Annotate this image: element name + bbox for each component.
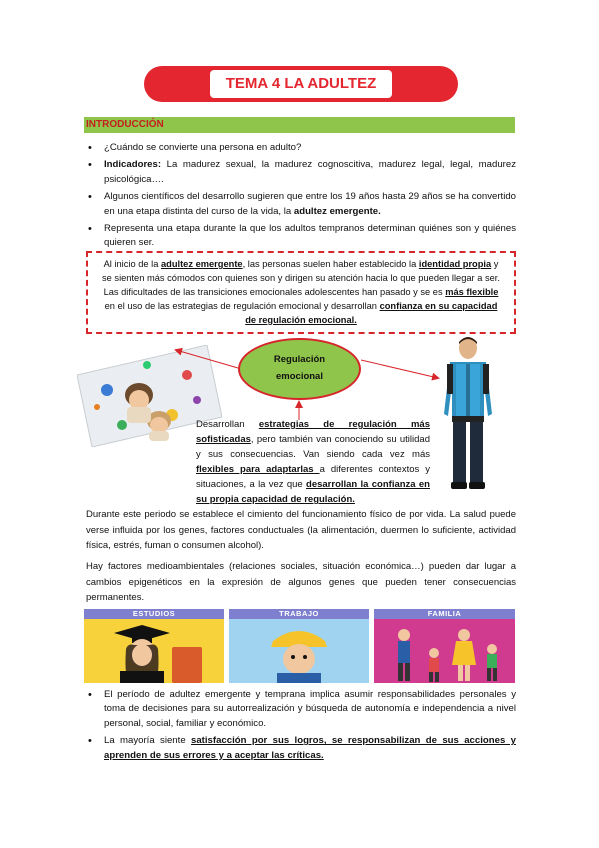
bullet-text: La madurez sexual, la madurez cognoscitiva, madurez legal, legal, madurez psicológica…. [104,159,516,185]
intro-bullet-list [88,141,516,254]
list-item [88,688,516,731]
life-areas-illustration [84,609,515,683]
middle-text: a diferentes contextos y situaciones, a la vez que [196,464,430,490]
list-item [88,734,516,763]
middle-text: , pero también van conociendo su utilidad y sus consecuencias. Van siendo cada vez más [196,434,430,460]
bullet-text: El período de adultez emergente y temprana implica asumir responsabilidades personales y toma de decisiones para su autorrealización y búsqueda de autonomía e independencia a nivel personal, social, familiar y económico. [104,689,516,729]
box-underline: confianza en su capacidad de regulación emocional. [245,301,498,325]
bullet-text: Algunos científicos del desarrollo sugieren que entre los 19 años hasta 29 años se ha convertido en una etapa distinta del curso de la vida, la [104,191,516,217]
bullet-text: La mayoría siente [104,735,192,747]
box-text: en el uso de las estrategias de regulación emocional y desarrollan [104,301,380,311]
box-text: Al inicio de la [103,259,161,269]
box-underline: identidad propia [418,259,492,269]
panel-family-label: FAMILIA [374,609,515,619]
panel-studies [84,609,224,683]
page-title: TEMA 4 LA ADULTEZ [210,70,392,98]
intro-heading: INTRODUCCIÓN [86,119,164,130]
panel-family [374,609,515,683]
conclusion-bullet-list [88,688,516,766]
health-paragraph: Durante este periodo se establece el cimiento del funcionamiento físico de por vida. La salud puede verse influida por los genes, factores conductuales (la alimentación, duermen lo suficiente, actividad física, estrés, fuman o consumen alcohol). [86,509,516,551]
panel-studies-label: ESTUDIOS [84,609,224,619]
panel-studies-image [84,619,224,683]
bullet-label: Indicadores: [104,159,162,171]
box-underline: adultez emergente [160,259,243,269]
bullet-text: Representa una etapa durante la que los adultos tempranos determinan quiénes son y quiénes quieren ser. [104,223,516,249]
oval-line2: emocional [276,371,323,382]
panel-work-image [229,619,369,683]
oval-label [238,351,361,385]
bullet-bold: adultez emergente. [293,205,381,217]
list-item [88,141,516,155]
middle-text: Desarrollan [196,419,259,430]
list-item [88,158,516,187]
box-text: , las personas suelen haber establecido la [242,259,419,269]
middle-underline: estrategias de regulación más sofisticadas [196,419,430,445]
highlight-box [86,251,516,334]
box-underline: más flexible [445,287,499,297]
bullet-underline: satisfacción por sus logros, se responsabilizan de sus acciones y aprenden de sus errores y a aceptar las críticas. [104,735,516,761]
box-text: y se sienten más cómodos con quienes son y dirigen su atención hacia lo que pueden llegar a ser. Las dificultades de las transiciones emocionales adolescentes han pasado y se es [102,259,500,297]
oval-line1: Regulación [273,354,326,365]
middle-underline: desarrollan la confianza en su propia capacidad de regulación. [196,479,430,505]
list-item [88,222,516,251]
list-item [88,190,516,219]
bullet-text: ¿Cuándo se convierte una persona en adulto? [104,142,302,153]
panel-work-label: TRABAJO [229,609,369,619]
young-man-photo [438,334,498,494]
regulation-description [196,417,430,507]
panel-work [229,609,369,683]
environment-paragraph: Hay factores medioambientales (relaciones sociales, situación económica…) pueden dar lugar a cambios epigenéticos en la expresión de algunos genes que pueden tener consecuencias permanentes. [86,561,516,603]
panel-family-image [374,619,515,683]
middle-underline: flexibles para adaptarlas [196,464,320,475]
